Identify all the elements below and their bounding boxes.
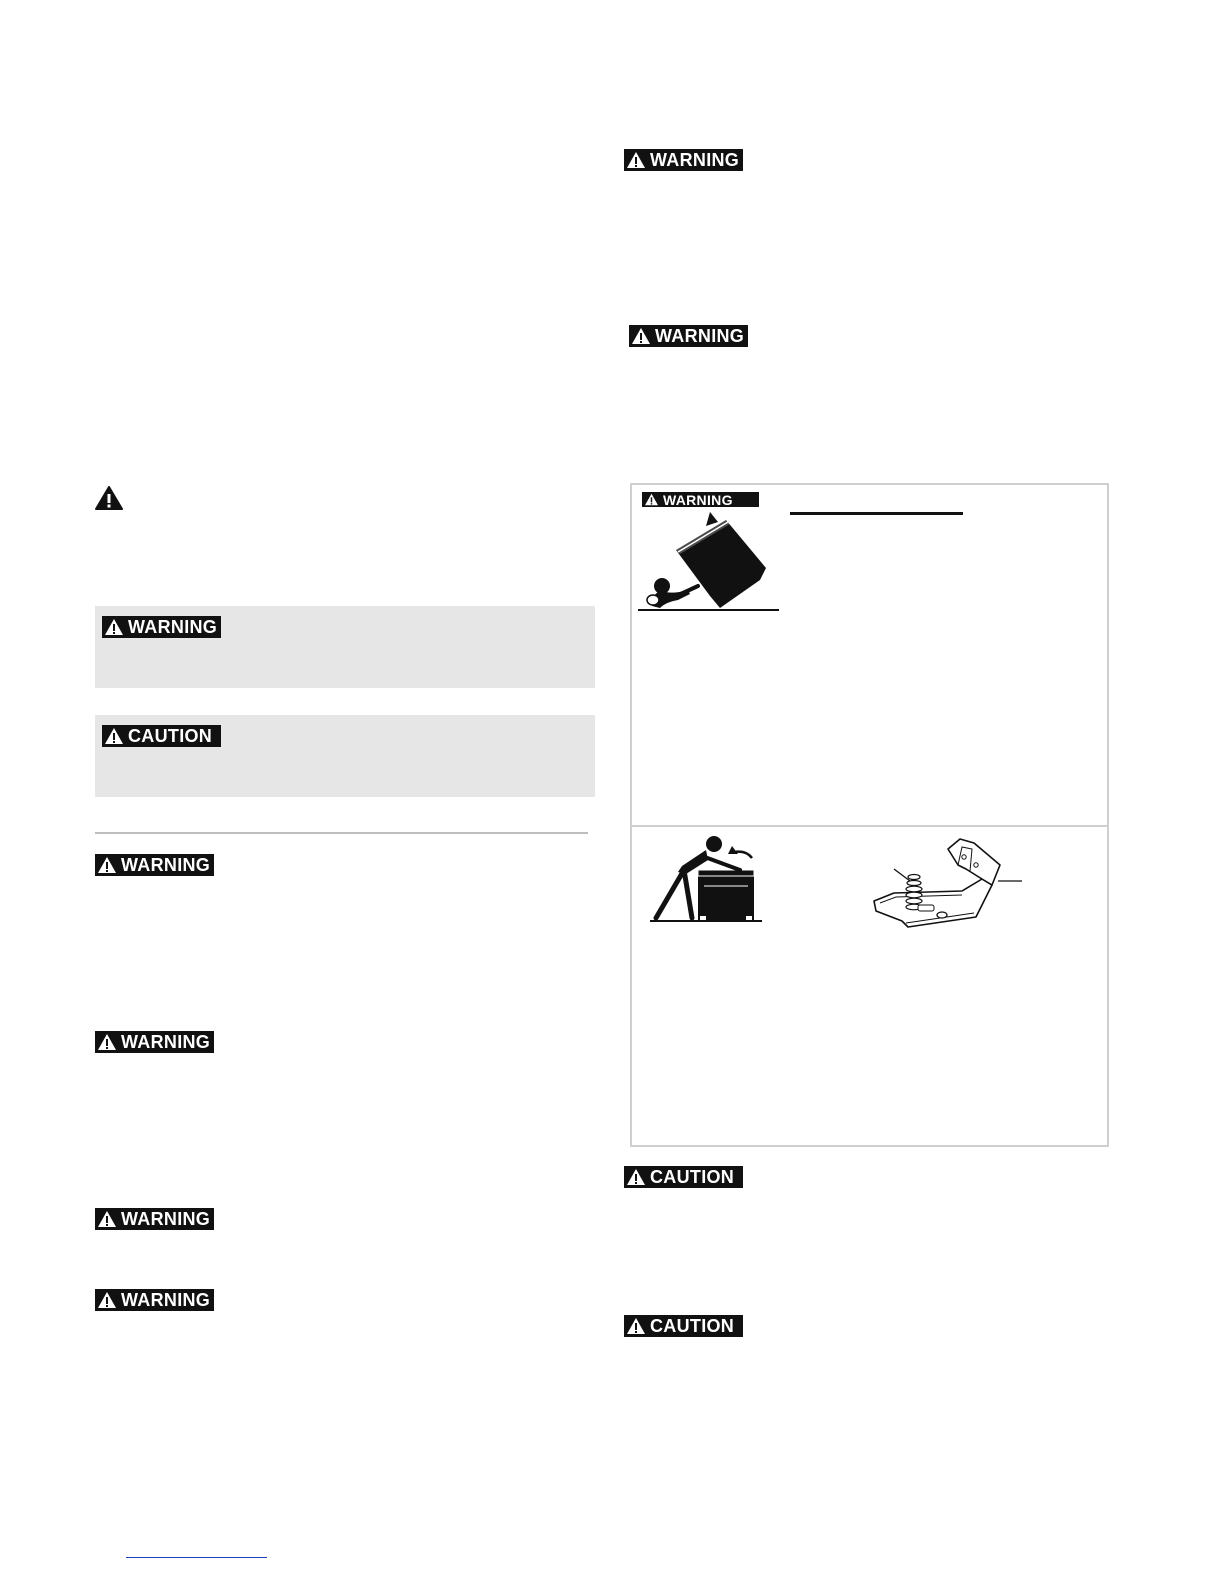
link-underline (126, 1557, 267, 1558)
warning-badge-label: WARNING (121, 1209, 211, 1229)
warning-badge-label: WARNING (121, 1032, 211, 1052)
section-divider (95, 832, 588, 834)
caution-badge-label: CAUTION (650, 1167, 735, 1187)
warning-triangle-icon (97, 1210, 117, 1228)
panel-divider (631, 825, 1108, 827)
warning-triangle-icon (626, 151, 646, 169)
panel-heading-underline (790, 512, 963, 515)
warning-badge-label: WARNING (121, 855, 211, 875)
warning-badge (95, 1289, 214, 1311)
warning-badge (102, 616, 221, 638)
warning-badge-label: WARNING (128, 617, 218, 637)
warning-badge (95, 1208, 214, 1230)
warning-triangle-icon (95, 486, 123, 510)
warning-triangle-icon (626, 1168, 646, 1186)
warning-badge (95, 854, 214, 876)
caution-badge (624, 1315, 743, 1337)
caution-badge (624, 1166, 743, 1188)
warning-triangle-icon (644, 493, 659, 506)
warning-triangle-icon (97, 1033, 117, 1051)
caution-badge-label: CAUTION (650, 1316, 735, 1336)
warning-triangle-icon (97, 1291, 117, 1309)
child-tipping-range-illustration (638, 512, 780, 614)
warning-badge (95, 1031, 214, 1053)
caution-badge-label: CAUTION (128, 726, 213, 746)
warning-triangle-icon (104, 727, 124, 745)
warning-badge (642, 492, 759, 507)
warning-triangle-icon (97, 856, 117, 874)
warning-badge-label: WARNING (655, 326, 745, 346)
warning-triangle-icon (626, 1317, 646, 1335)
warning-badge-label: WARNING (121, 1290, 211, 1310)
warning-badge (629, 325, 748, 347)
warning-badge-label: WARNING (650, 150, 740, 170)
anti-tip-bracket-illustration (866, 835, 1026, 931)
pushing-range-illustration (648, 832, 764, 924)
warning-badge (624, 149, 743, 171)
warning-triangle-icon (631, 327, 651, 345)
warning-triangle-icon (104, 618, 124, 636)
warning-badge-label: WARNING (663, 491, 733, 508)
caution-badge (102, 725, 221, 747)
